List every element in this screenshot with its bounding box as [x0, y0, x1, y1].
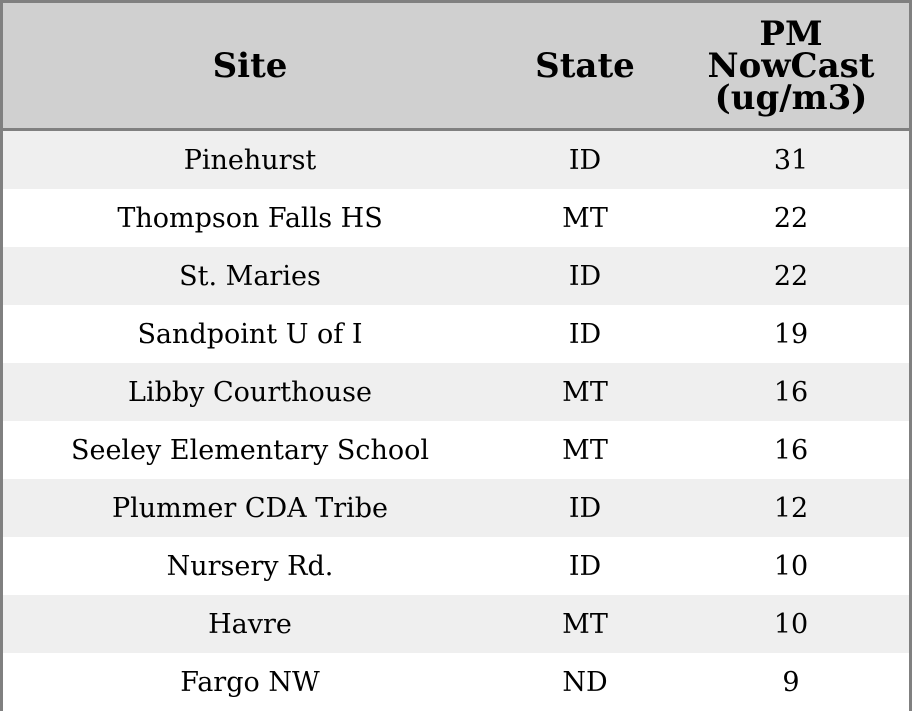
- table-row: [3, 537, 909, 595]
- table-row: [3, 479, 909, 537]
- cell-pm: 22: [773, 202, 809, 234]
- table-row: [3, 189, 909, 247]
- cell-site: Thompson Falls HS: [117, 202, 383, 234]
- table-row: [3, 131, 909, 189]
- table-row: [3, 653, 909, 711]
- table-row: [3, 247, 909, 305]
- cell-pm: 19: [773, 318, 809, 350]
- cell-state: MT: [562, 376, 608, 408]
- cell-pm: 12: [773, 492, 809, 524]
- cell-state: ID: [568, 550, 602, 582]
- table-body: [3, 131, 909, 711]
- header-state[interactable]: State: [535, 45, 635, 86]
- cell-site: Seeley Elementary School: [70, 434, 430, 466]
- cell-site: Fargo NW: [180, 666, 320, 698]
- cell-state: ID: [568, 260, 602, 292]
- cell-state: MT: [562, 202, 608, 234]
- table-row: [3, 595, 909, 653]
- table-row: [3, 305, 909, 363]
- cell-site: Libby Courthouse: [128, 376, 372, 408]
- table-row: [3, 421, 909, 479]
- cell-state: MT: [562, 434, 608, 466]
- cell-site: Pinehurst: [183, 144, 317, 176]
- cell-pm: 10: [773, 550, 809, 582]
- cell-state: ID: [568, 318, 602, 350]
- cell-site: Havre: [208, 608, 292, 640]
- cell-site: Plummer CDA Tribe: [111, 492, 389, 524]
- cell-site: Nursery Rd.: [166, 550, 334, 582]
- cell-pm: 16: [773, 434, 809, 466]
- table-row: [3, 363, 909, 421]
- cell-state: ND: [562, 666, 608, 698]
- header-pm-nowcast[interactable]: PM NowCast (ug/m3): [707, 13, 875, 118]
- cell-state: ID: [568, 144, 602, 176]
- cell-pm: 31: [773, 144, 809, 176]
- cell-site: St. Maries: [179, 260, 321, 292]
- cell-state: ID: [568, 492, 602, 524]
- cell-pm: 10: [773, 608, 809, 640]
- cell-state: MT: [562, 608, 608, 640]
- cell-pm: 22: [773, 260, 809, 292]
- table-header: [3, 3, 909, 131]
- cell-pm: 16: [773, 376, 809, 408]
- cell-site: Sandpoint U of I: [137, 318, 363, 350]
- header-site[interactable]: Site: [212, 45, 288, 86]
- cell-pm: 9: [782, 666, 800, 698]
